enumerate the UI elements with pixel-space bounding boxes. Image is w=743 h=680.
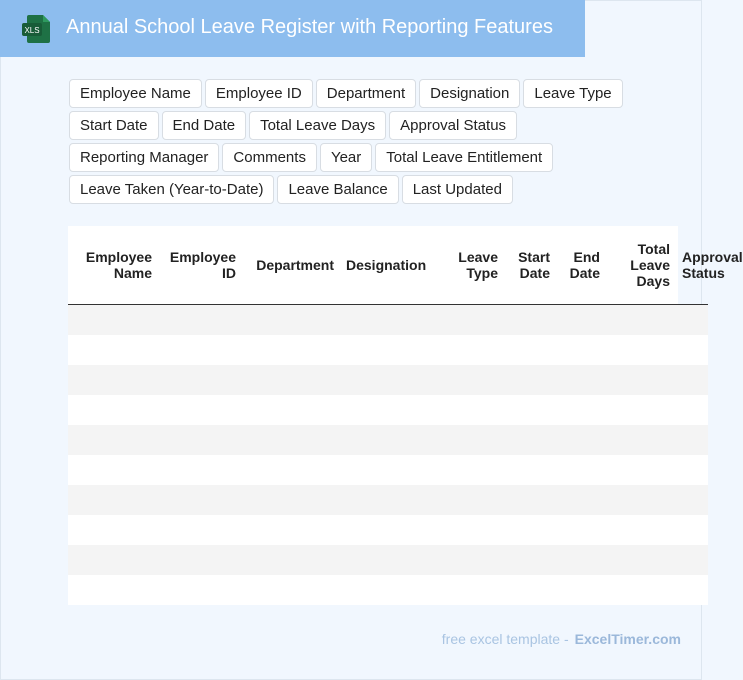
table-cell[interactable] [68, 485, 158, 515]
table-cell[interactable] [606, 515, 676, 545]
table-cell[interactable] [340, 425, 432, 455]
table-cell[interactable] [158, 485, 242, 515]
column-header-word: Days [636, 273, 670, 289]
column-header-word: Leave [458, 249, 498, 265]
table-cell[interactable] [158, 545, 242, 575]
table-cell[interactable] [556, 485, 606, 515]
column-header-word: End [573, 249, 600, 265]
table-cell[interactable] [158, 515, 242, 545]
column-header-word: Approval [682, 249, 743, 265]
table-cell[interactable] [242, 335, 340, 365]
table-cell[interactable] [340, 365, 432, 395]
table-cell[interactable] [676, 395, 708, 425]
table-row [68, 575, 708, 605]
column-header [242, 226, 340, 305]
table-cell[interactable] [504, 575, 556, 605]
table-row [68, 305, 708, 336]
table-cell[interactable] [158, 365, 242, 395]
table-header-row [68, 226, 708, 305]
table-row [68, 455, 708, 485]
table-cell[interactable] [606, 335, 676, 365]
table-cell[interactable] [676, 515, 708, 545]
table-cell[interactable] [158, 455, 242, 485]
table-cell[interactable] [504, 515, 556, 545]
table-cell[interactable] [676, 305, 708, 336]
column-header-word: Start [518, 249, 550, 265]
table-cell[interactable] [68, 575, 158, 605]
table-cell[interactable] [606, 545, 676, 575]
table-cell[interactable] [504, 335, 556, 365]
svg-text:XLS: XLS [24, 26, 40, 35]
table-cell[interactable] [340, 515, 432, 545]
field-chip[interactable]: Leave Taken (Year-to-Date) [69, 175, 274, 204]
footer-brand-link[interactable]: ExcelTimer.com [574, 631, 681, 647]
table-cell[interactable] [158, 305, 242, 336]
column-header-word: Name [113, 265, 152, 281]
column-header-word: ID [222, 265, 236, 281]
field-chip[interactable]: Approval Status [389, 111, 517, 140]
column-header-word: Designation [346, 257, 427, 273]
field-chip[interactable]: Leave Balance [277, 175, 398, 204]
table-cell[interactable] [606, 305, 676, 336]
table-cell[interactable] [68, 425, 158, 455]
table-cell[interactable] [158, 395, 242, 425]
footer-lead-text: free excel template - [441, 631, 569, 647]
field-chip[interactable]: Year [320, 143, 372, 172]
footer [442, 631, 681, 647]
table-cell[interactable] [432, 305, 504, 336]
table-cell[interactable] [606, 395, 676, 425]
table-row [68, 335, 708, 365]
table-cell[interactable] [432, 425, 504, 455]
table-cell[interactable] [504, 395, 556, 425]
table-cell[interactable] [242, 575, 340, 605]
table-cell[interactable] [606, 425, 676, 455]
column-header [340, 226, 432, 305]
column-header-word: Type [466, 265, 498, 281]
table-cell[interactable] [556, 455, 606, 485]
table-cell[interactable] [242, 545, 340, 575]
field-chip[interactable]: Designation [419, 79, 520, 108]
table-cell[interactable] [676, 485, 708, 515]
column-header [68, 226, 158, 305]
table-cell[interactable] [242, 425, 340, 455]
table-row [68, 515, 708, 545]
table-cell[interactable] [556, 545, 606, 575]
table-cell[interactable] [556, 335, 606, 365]
column-header-word: Leave [630, 257, 670, 273]
field-chip[interactable]: Last Updated [402, 175, 513, 204]
leave-register-table [68, 226, 743, 605]
field-chip[interactable]: Comments [222, 143, 317, 172]
table-cell[interactable] [242, 515, 340, 545]
column-header [556, 226, 606, 305]
table-cell[interactable] [432, 395, 504, 425]
field-chip[interactable]: Leave Type [523, 79, 622, 108]
title-bar [0, 0, 585, 57]
table-cell[interactable] [676, 545, 708, 575]
field-chip[interactable]: Department [316, 79, 416, 108]
table-cell[interactable] [556, 305, 606, 336]
table-cell[interactable] [504, 455, 556, 485]
table-cell[interactable] [504, 305, 556, 336]
table-cell[interactable] [68, 515, 158, 545]
table-cell[interactable] [340, 305, 432, 336]
table-cell[interactable] [606, 575, 676, 605]
table-cell[interactable] [504, 425, 556, 455]
table-cell[interactable] [158, 425, 242, 455]
column-header [606, 226, 676, 305]
xls-file-icon [21, 14, 51, 44]
table-cell[interactable] [676, 425, 708, 455]
table-cell[interactable] [606, 485, 676, 515]
table-row [68, 485, 708, 515]
table-cell[interactable] [68, 455, 158, 485]
table-cell[interactable] [556, 575, 606, 605]
table-cell[interactable] [432, 515, 504, 545]
field-chip[interactable]: Total Leave Days [249, 111, 386, 140]
table-cell[interactable] [676, 365, 708, 395]
field-chip-list [69, 79, 669, 204]
field-chip[interactable]: Reporting Manager [69, 143, 219, 172]
table-cell[interactable] [504, 365, 556, 395]
table-cell[interactable] [68, 545, 158, 575]
table-cell[interactable] [504, 485, 556, 515]
table-cell[interactable] [432, 365, 504, 395]
field-chip[interactable]: Start Date [69, 111, 159, 140]
table-cell[interactable] [556, 365, 606, 395]
table-row [68, 425, 708, 455]
column-header-word: Total [637, 241, 670, 257]
field-chip[interactable]: Employee Name [69, 79, 202, 108]
page-title: Annual School Leave Register with Reporting Features [66, 16, 553, 38]
table-cell[interactable] [68, 395, 158, 425]
table-cell[interactable] [432, 485, 504, 515]
field-chip[interactable]: Employee ID [205, 79, 313, 108]
table-cell[interactable] [340, 395, 432, 425]
table-cell[interactable] [68, 305, 158, 336]
table-cell[interactable] [676, 335, 708, 365]
column-header-word: Department [256, 257, 334, 273]
table-cell[interactable] [340, 485, 432, 515]
table-cell[interactable] [242, 395, 340, 425]
column-header-word: Employee [169, 249, 236, 265]
table-cell[interactable] [340, 455, 432, 485]
table-cell[interactable] [242, 305, 340, 336]
column-header-word: Employee [85, 249, 152, 265]
column-header [432, 226, 504, 305]
table-cell[interactable] [242, 455, 340, 485]
table-cell[interactable] [340, 545, 432, 575]
column-header-word: Status [682, 265, 725, 281]
table-cell[interactable] [158, 575, 242, 605]
table-cell[interactable] [242, 485, 340, 515]
table-cell[interactable] [556, 395, 606, 425]
table-row [68, 365, 708, 395]
table-cell[interactable] [432, 575, 504, 605]
column-header-word: Date [569, 265, 600, 281]
table-row [68, 395, 708, 425]
table-cell[interactable] [432, 335, 504, 365]
column-header [158, 226, 242, 305]
column-header [676, 226, 743, 305]
table-cell[interactable] [432, 455, 504, 485]
table-cell[interactable] [556, 425, 606, 455]
column-header-word: Date [519, 265, 550, 281]
table-cell[interactable] [432, 545, 504, 575]
table-cell[interactable] [340, 335, 432, 365]
table-cell[interactable] [68, 335, 158, 365]
field-chip[interactable]: Total Leave Entitlement [375, 143, 553, 172]
field-chip[interactable]: End Date [162, 111, 247, 140]
table-cell[interactable] [676, 575, 708, 605]
table-cell[interactable] [676, 455, 708, 485]
table-cell[interactable] [606, 455, 676, 485]
table-cell[interactable] [556, 515, 606, 545]
table-cell[interactable] [340, 575, 432, 605]
column-header [504, 226, 556, 305]
table-row [68, 545, 708, 575]
table-cell[interactable] [158, 335, 242, 365]
table-cell[interactable] [242, 365, 340, 395]
table-cell[interactable] [606, 365, 676, 395]
table-cell[interactable] [68, 365, 158, 395]
table-cell[interactable] [504, 545, 556, 575]
